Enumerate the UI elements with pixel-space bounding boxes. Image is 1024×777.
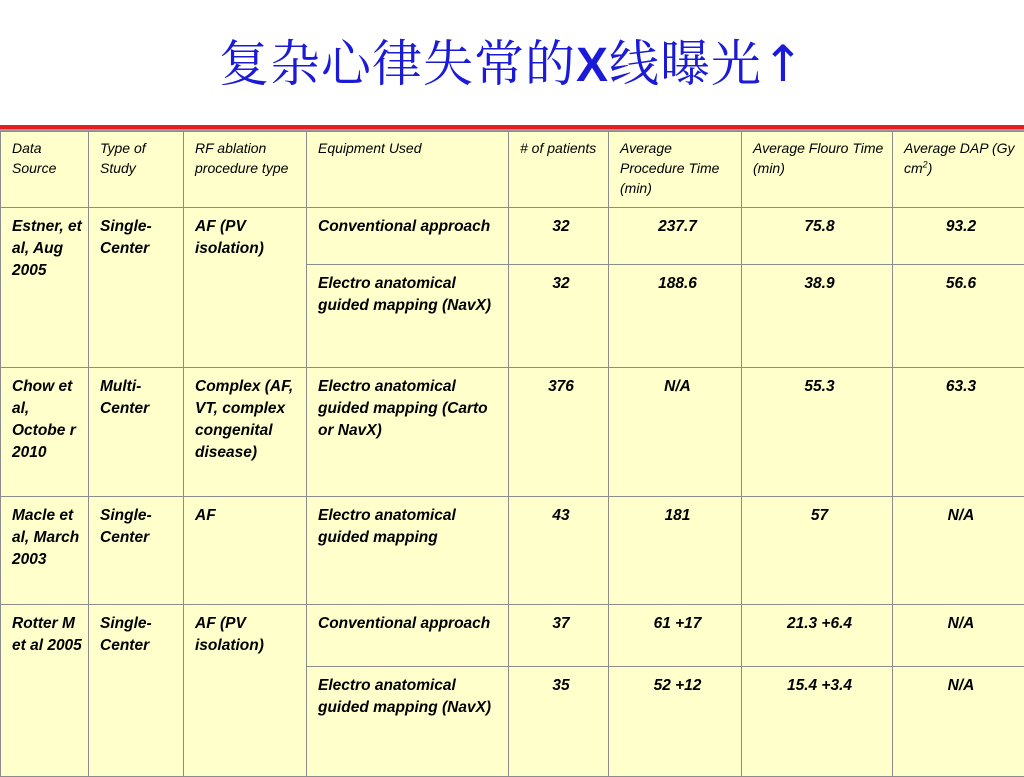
header-procedure-type: RF ablation procedure type [184, 132, 307, 208]
table-row [1, 208, 1024, 265]
cell-equipment: Conventional approach [307, 208, 509, 265]
cell-equipment: Electro anatomical guided mapping (NavX) [307, 265, 509, 368]
cell-patients: 43 [509, 497, 609, 605]
cell-procedure-time: 61 +17 [609, 605, 742, 667]
table-row [1, 497, 1024, 605]
header-dap [893, 132, 1024, 208]
cell-equipment: Electro anatomical guided mapping [307, 497, 509, 605]
cell-procedure: AF [184, 497, 307, 605]
slide-title-x: X [576, 39, 609, 92]
cell-dap: N/A [893, 497, 1024, 605]
cell-source: Macle et al, March 2003 [1, 497, 89, 605]
cell-procedure-time: 188.6 [609, 265, 742, 368]
table-row [1, 368, 1024, 497]
header-study-type: Type of Study [89, 132, 184, 208]
cell-study-type: Single-Center [89, 605, 184, 777]
cell-fluoro-time: 75.8 [742, 208, 893, 265]
cell-equipment: Electro anatomical guided mapping (Carto or NavX) [307, 368, 509, 497]
cell-dap: 56.6 [893, 265, 1024, 368]
cell-fluoro-time: 21.3 +6.4 [742, 605, 893, 667]
slide-title [0, 28, 1024, 102]
cell-dap: 93.2 [893, 208, 1024, 265]
table-row [1, 605, 1024, 667]
header-fluoro-time: Average Flouro Time (min) [742, 132, 893, 208]
header-equipment: Equipment Used [307, 132, 509, 208]
cell-procedure: Complex (AF, VT, complex congenital disease) [184, 368, 307, 497]
table-header-row [1, 132, 1024, 208]
cell-fluoro-time: 38.9 [742, 265, 893, 368]
cell-fluoro-time: 15.4 +3.4 [742, 667, 893, 777]
cell-procedure-time: N/A [609, 368, 742, 497]
cell-study-type: Single-Center [89, 497, 184, 605]
cell-dap: N/A [893, 605, 1024, 667]
cell-study-type: Single-Center [89, 208, 184, 368]
cell-source: Estner, et al, Aug 2005 [1, 208, 89, 368]
cell-patients: 35 [509, 667, 609, 777]
cell-procedure: AF (PV isolation) [184, 605, 307, 777]
header-dap-superscript: 2 [923, 159, 928, 169]
cell-source: Chow et al, Octobe r 2010 [1, 368, 89, 497]
cell-patients: 376 [509, 368, 609, 497]
slide-title-chinese: 复杂心律失常的 [219, 35, 576, 93]
header-procedure-time: Average Procedure Time (min) [609, 132, 742, 208]
cell-study-type: Multi-Center [89, 368, 184, 497]
cell-dap: 63.3 [893, 368, 1024, 497]
cell-procedure-time: 52 +12 [609, 667, 742, 777]
cell-procedure: AF (PV isolation) [184, 208, 307, 368]
cell-dap: N/A [893, 667, 1024, 777]
cell-patients: 32 [509, 208, 609, 265]
slide-title-suffix: 线曝光↑ [609, 35, 805, 93]
header-data-source: Data Source [1, 132, 89, 208]
cell-patients: 32 [509, 265, 609, 368]
cell-source: Rotter M et al 2005 [1, 605, 89, 777]
header-dap-text: Average DAP (Gy cm [904, 140, 1015, 176]
cell-procedure-time: 181 [609, 497, 742, 605]
header-patients: # of patients [509, 132, 609, 208]
cell-patients: 37 [509, 605, 609, 667]
header-dap-close: ) [928, 160, 933, 176]
cell-equipment: Conventional approach [307, 605, 509, 667]
cell-procedure-time: 237.7 [609, 208, 742, 265]
cell-equipment: Electro anatomical guided mapping (NavX) [307, 667, 509, 777]
comparison-table [0, 131, 1024, 777]
cell-fluoro-time: 57 [742, 497, 893, 605]
cell-fluoro-time: 55.3 [742, 368, 893, 497]
